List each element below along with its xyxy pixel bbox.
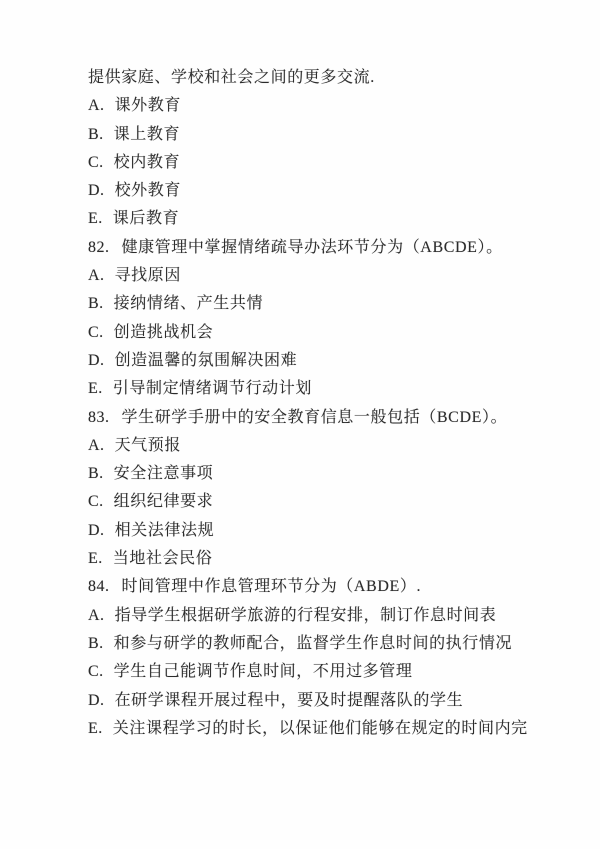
question-stem-continuation <box>88 64 558 92</box>
option-text: 课上教育 <box>113 125 181 143</box>
option-text: 当地社会民俗 <box>112 550 213 568</box>
option-text: 课外教育 <box>114 97 181 115</box>
option-text: 学生自己能调节作息时间，不用过多管理 <box>113 663 413 681</box>
option-text: 指导学生根据研学旅游的行程安排，制订作息时间表 <box>114 606 497 624</box>
option-letter: E. <box>88 550 103 568</box>
option-text: 相关法律法规 <box>114 521 215 539</box>
option-text: 寻找原因 <box>114 267 181 285</box>
option-line <box>88 687 558 715</box>
option-line <box>88 205 558 233</box>
question-number: 83. <box>88 408 110 426</box>
option-text: 组织纪律要求 <box>113 493 214 511</box>
option-letter: A. <box>88 267 105 285</box>
option-line <box>88 630 558 658</box>
option-letter: E. <box>88 380 103 398</box>
option-letter: D. <box>88 182 105 200</box>
option-line <box>88 602 558 630</box>
option-letter: A. <box>88 436 105 454</box>
option-text: 课后教育 <box>112 210 180 228</box>
option-line <box>88 177 558 205</box>
option-line <box>88 319 558 347</box>
option-letter: E. <box>88 210 103 228</box>
option-text: 关注课程学习的时长，以保证他们能够在规定的时间内完 <box>112 719 528 737</box>
stem-text: 时间管理中作息管理环节分为（ABDE）. <box>121 578 422 596</box>
option-text: 引导制定情绪调节行动计划 <box>112 380 312 398</box>
option-letter: C. <box>88 153 104 171</box>
option-text: 校内教育 <box>113 153 181 171</box>
option-letter: D. <box>88 691 105 709</box>
option-text: 接纳情绪、产生共情 <box>113 295 264 313</box>
option-letter: D. <box>88 351 105 369</box>
option-letter: B. <box>88 465 104 483</box>
question-list <box>88 64 558 743</box>
question-number: 82. <box>88 238 110 256</box>
stem-text: 学生研学手册中的安全教育信息一般包括（BCDE）。 <box>121 408 508 426</box>
option-letter: A. <box>88 606 105 624</box>
stem-text: 健康管理中掌握情绪疏导办法环节分为（ABCDE）。 <box>121 238 503 256</box>
option-line <box>88 517 558 545</box>
question-number: 84. <box>88 578 110 596</box>
option-text: 创造挑战机会 <box>113 323 214 341</box>
stem-text: 提供家庭、学校和社会之间的更多交流. <box>88 69 375 86</box>
option-line <box>88 460 558 488</box>
option-line <box>88 347 558 375</box>
option-letter: D. <box>88 521 105 539</box>
option-letter: C. <box>88 663 104 681</box>
option-line <box>88 262 558 290</box>
option-line <box>88 545 558 573</box>
option-letter: B. <box>88 125 104 143</box>
question-stem <box>88 573 558 601</box>
question-stem <box>88 234 558 262</box>
option-letter: A. <box>88 97 105 115</box>
option-letter: C. <box>88 323 104 341</box>
option-letter: E. <box>88 719 103 737</box>
option-line <box>88 290 558 318</box>
option-line <box>88 658 558 686</box>
option-text: 在研学课程开展过程中，要及时提醒落队的学生 <box>114 691 464 709</box>
option-text: 创造温馨的氛围解决困难 <box>114 351 298 369</box>
option-text: 和参与研学的教师配合，监督学生作息时间的执行情况 <box>113 634 513 652</box>
option-line <box>88 149 558 177</box>
option-line <box>88 488 558 516</box>
option-letter: B. <box>88 295 104 313</box>
option-letter: C. <box>88 493 104 511</box>
option-letter: B. <box>88 634 104 652</box>
option-line <box>88 121 558 149</box>
option-text: 安全注意事项 <box>113 465 214 483</box>
option-text: 校外教育 <box>114 182 181 200</box>
option-line <box>88 92 558 120</box>
option-text: 天气预报 <box>114 436 181 454</box>
option-line <box>88 715 558 743</box>
option-line <box>88 375 558 403</box>
question-stem <box>88 404 558 432</box>
option-line <box>88 432 558 460</box>
